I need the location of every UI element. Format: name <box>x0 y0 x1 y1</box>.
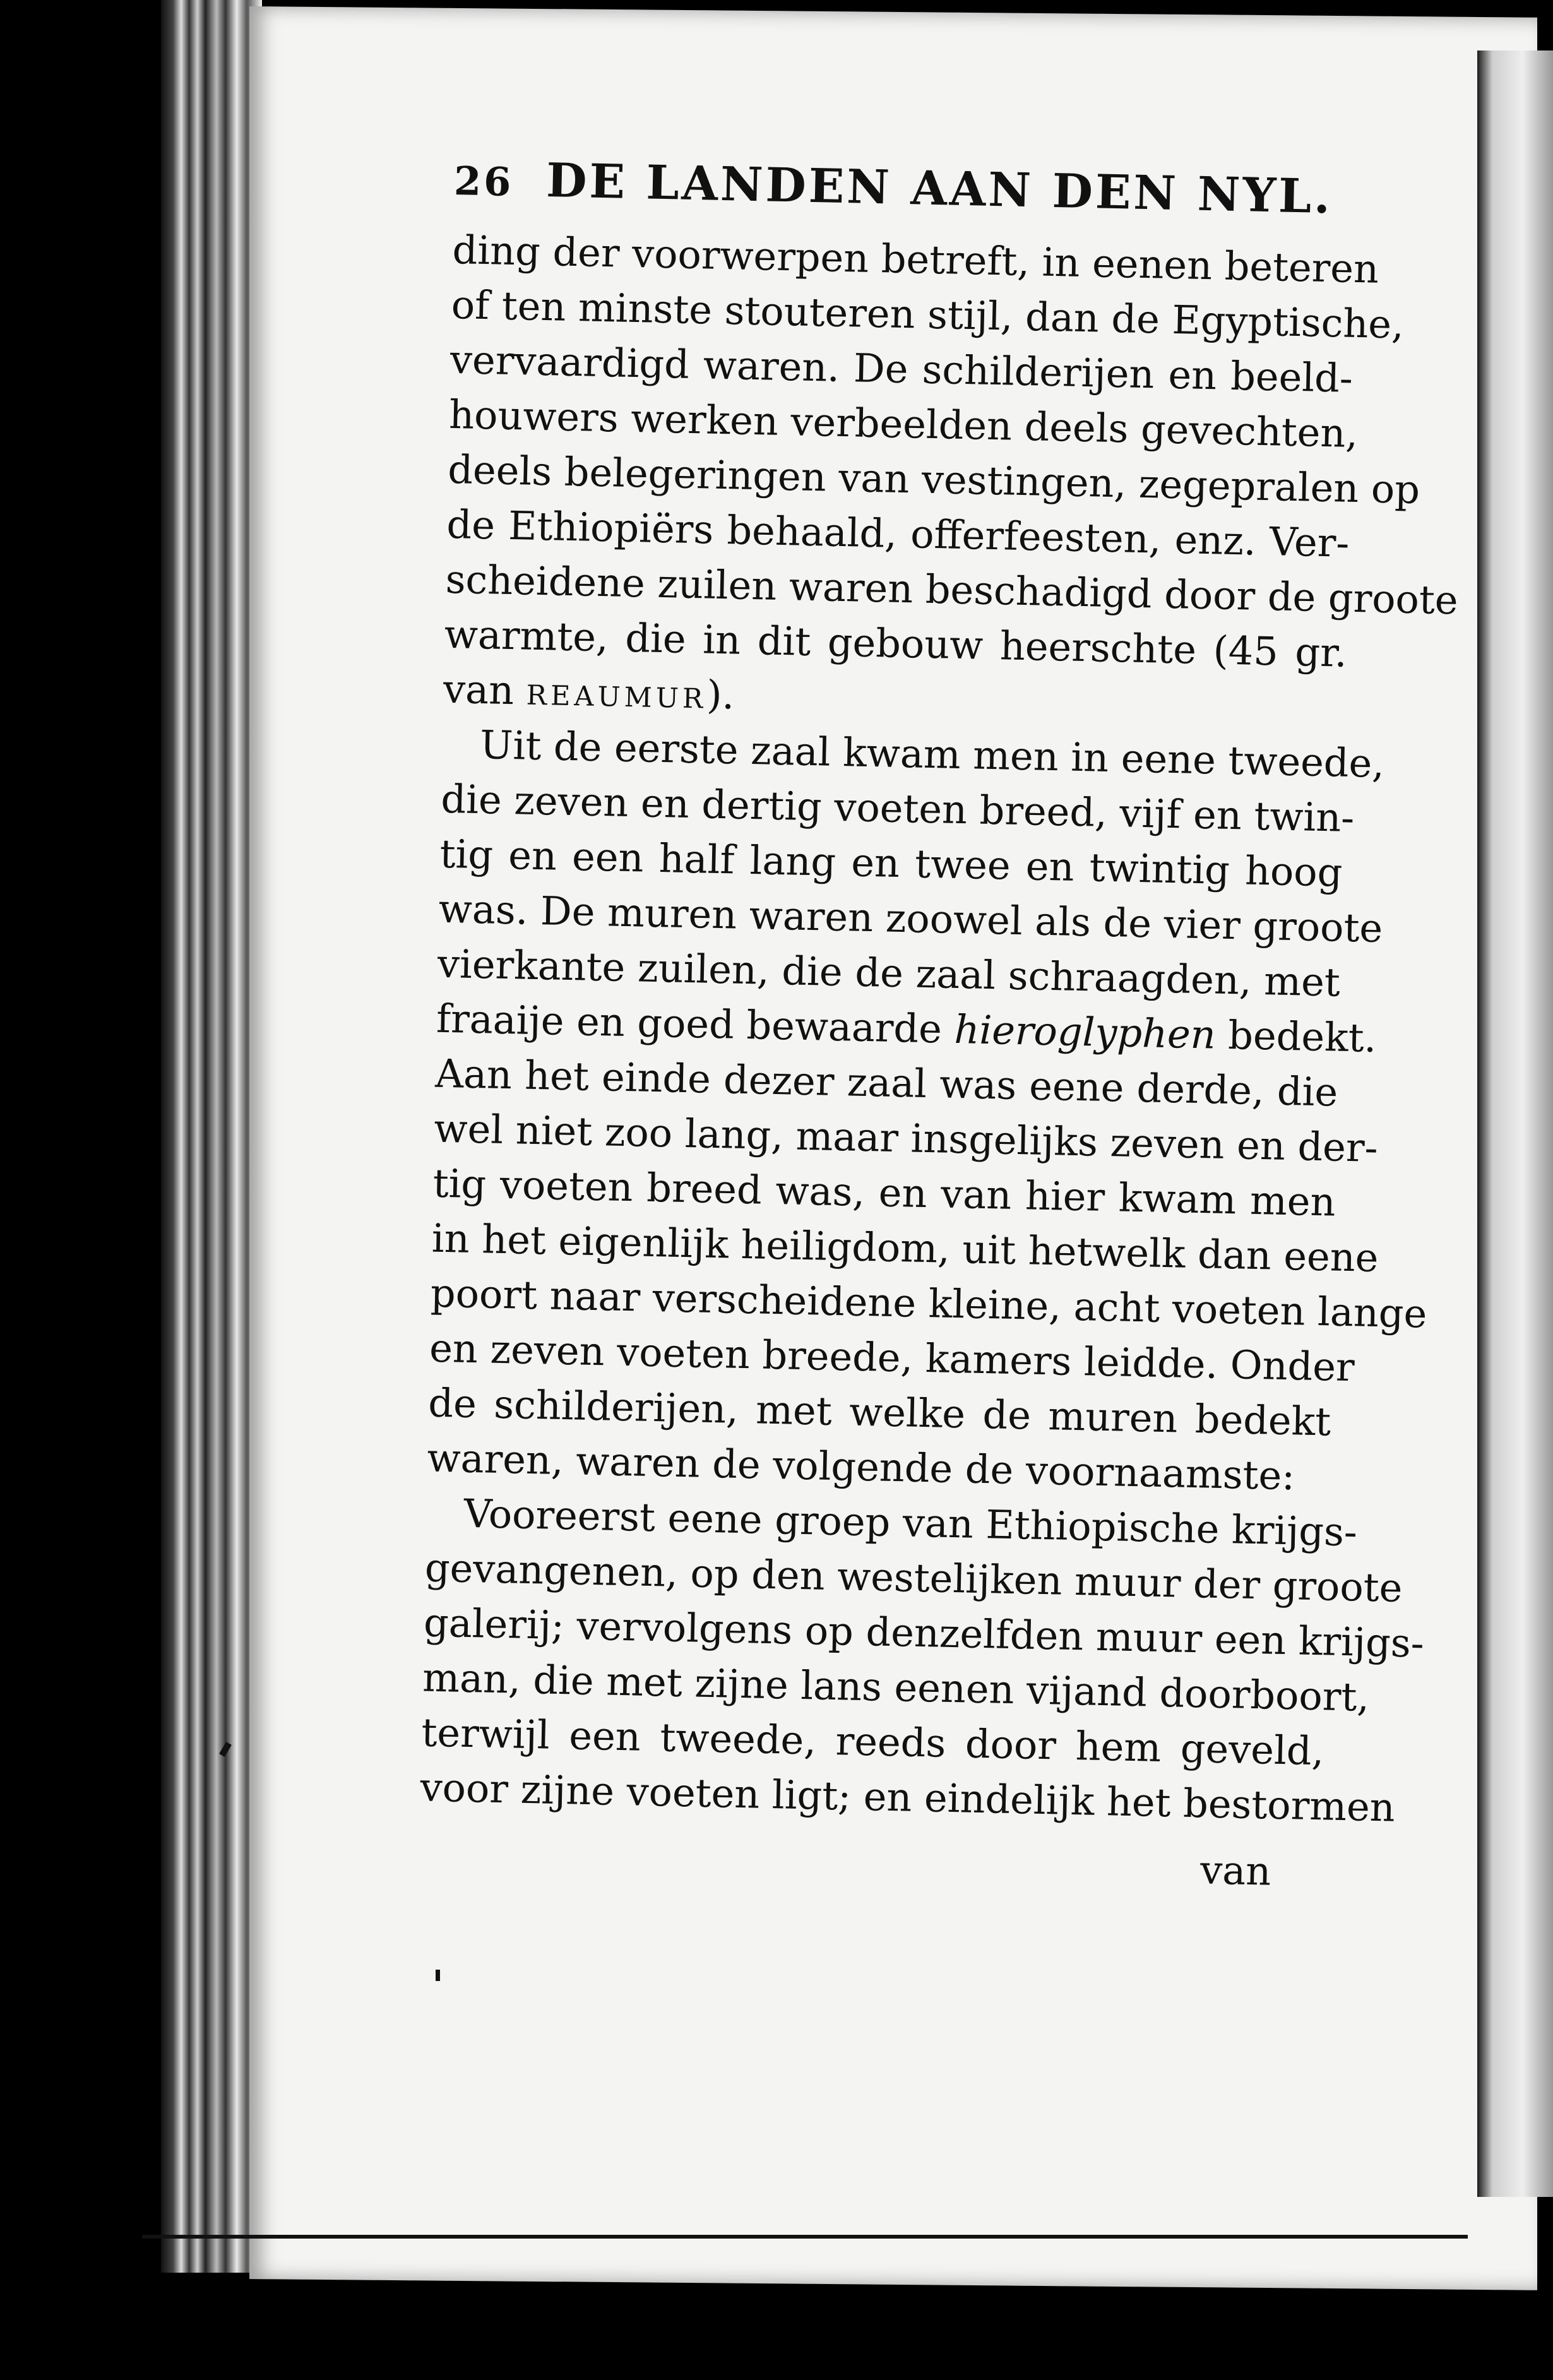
ink-speck <box>436 1970 440 1981</box>
smallcaps-name: reaumur <box>526 667 708 718</box>
text-line: wel niet zoo lang, maar insgelijks zeven en der- <box>433 1105 1379 1171</box>
page-number: 26 <box>453 157 515 205</box>
text-line: Aan het einde dezer zaal was eene derde, die <box>434 1050 1338 1116</box>
page-bottom-edge <box>142 2235 1468 2239</box>
text-line: of ten minste stouteren stijl, dan de Egyptische, <box>451 281 1405 348</box>
body-text <box>419 222 1459 1833</box>
text-line: ding der voorwerpen betreft, in eenen beteren <box>451 226 1379 292</box>
text-line: en zeven voeten breede, kamers leidde. Onder <box>429 1324 1355 1391</box>
text-line: vervaardigd waren. De schilderijen en beeld- <box>449 336 1354 402</box>
text-line: vierkante zuilen, die de zaal schraagden, met <box>437 940 1341 1006</box>
text-line: gevangenen, op den westelijken muur der groote <box>424 1544 1403 1611</box>
text-segment: bedekt. <box>1215 1011 1377 1061</box>
text-line: de Ethiopiërs behaald, offerfeesten, enz. Ver- <box>446 501 1350 566</box>
text-segment: van <box>443 665 527 714</box>
text-line: poort naar verscheidene kleine, acht voeten lange <box>430 1270 1428 1337</box>
text-line: Uit de eerste zaal kwam men in eene tweede, <box>479 722 1385 787</box>
text-line: houwers werken verbeelden deels gevechten, <box>448 391 1359 457</box>
text-line: terwijl een tweede, reeds door hem geveld, <box>420 1709 1325 1775</box>
text-line: was. De muren waren zoowel als de vier groote <box>438 885 1383 952</box>
text-line: galerij; vervolgens op denzelfden muur een krijgs- <box>423 1599 1425 1667</box>
italic-word: hieroglyphen <box>953 1006 1217 1058</box>
text-line: warmte, die in dit gebouw heerschte (45 gr. <box>444 610 1348 676</box>
text-line: tig en een half lang en twee en twintig hoog <box>439 830 1343 896</box>
catchword: van <box>1199 1847 1271 1895</box>
text-line: man, die met zijne lans eenen vijand doorboort, <box>422 1654 1370 1720</box>
text-line: voor zijne voeten ligt; en eindelijk het bestormen <box>419 1764 1396 1831</box>
page-right-edge <box>1477 51 1553 2197</box>
text-line: waren, waren de volgende de voornaamste: <box>426 1434 1295 1499</box>
text-line: tig voeten breed was, en van hier kwam men <box>432 1160 1336 1225</box>
text-segment: fraaije en goed bewaarde <box>436 995 955 1052</box>
text-line: die zeven en dertig voeten breed, vijf en twin- <box>440 775 1355 842</box>
text-line: in het eigenlijk heiligdom, uit hetwelk dan eene <box>431 1215 1379 1282</box>
book-binding-edge <box>161 0 262 2273</box>
text-line: deels belegeringen van vestingen, zegepralen op <box>447 446 1420 513</box>
text-line: de schilderijen, met welke de muren bedekt <box>427 1379 1331 1445</box>
text-segment: ). <box>706 671 735 718</box>
text-column <box>419 152 1459 1900</box>
text-line: Vooreerst eene groep van Ethiopische krijgs- <box>463 1490 1358 1556</box>
text-line: scheidene zuilen waren beschadigd door de groote <box>445 556 1459 624</box>
running-title: DE LANDEN AAN DEN NYL. <box>545 153 1333 225</box>
